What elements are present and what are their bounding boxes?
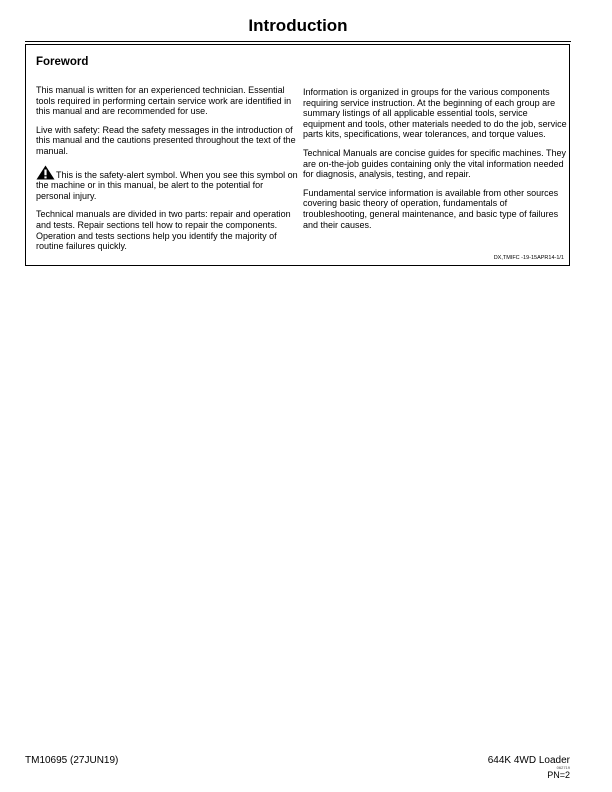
manual-id: TM10695 (27JUN19) <box>25 755 119 766</box>
paragraph-manual-parts: Technical manuals are divided in two parts: repair and operation and tests. Repair sections tell how to repair the components. Operation and tests sections help you identify the majority of routine failures quickly. <box>36 209 291 252</box>
paragraph-live-with-safety: Live with safety: Read the safety messages in the introduction of this manual and the cautions presented throughout the text of the manual. <box>36 124 296 156</box>
page-title: Introduction <box>248 16 348 35</box>
paragraph-safety-alert <box>36 165 298 202</box>
foreword-section <box>25 44 570 266</box>
section-heading: Foreword <box>36 56 89 68</box>
left-column <box>36 85 298 260</box>
right-column <box>303 87 567 238</box>
document-id: DX,TMIFC -19-15APR14-1/1 <box>493 255 564 261</box>
safety-alert-icon <box>36 165 55 180</box>
page-number: PN=2 <box>547 770 570 780</box>
safety-alert-text: This is the safety-alert symbol. When you see this symbol on the machine or in this manual, be alert to the potential for personal injury. <box>36 169 298 201</box>
paragraph-concise-guides: Technical Manuals are concise guides for specific machines. They are on-the-job guides containing only the vital information needed for diagnosis, analysis, testing, and repair. <box>303 147 566 180</box>
paragraph-fundamental-info: Fundamental service information is available from other sources covering basic theory of operation, fundamentals of troubleshooting, general maintenance, and basic type of failures and their causes. <box>303 187 559 230</box>
page-header <box>25 12 571 42</box>
paragraph-intro: This manual is written for an experienced technician. Essential tools required in performing certain service work are identified in this manual and are recommended for use. <box>36 85 292 117</box>
paragraph-organization: Information is organized in groups for the various components requiring service instruction. At the beginning of each group are summary listings of all applicable essential tools, service equipment and tools, other materials needed to do the job, service parts kits, specifications, wear tolerances, and torque values. <box>303 87 567 140</box>
machine-name: 644K 4WD Loader <box>487 755 570 766</box>
date-code: 062719 <box>556 765 570 770</box>
